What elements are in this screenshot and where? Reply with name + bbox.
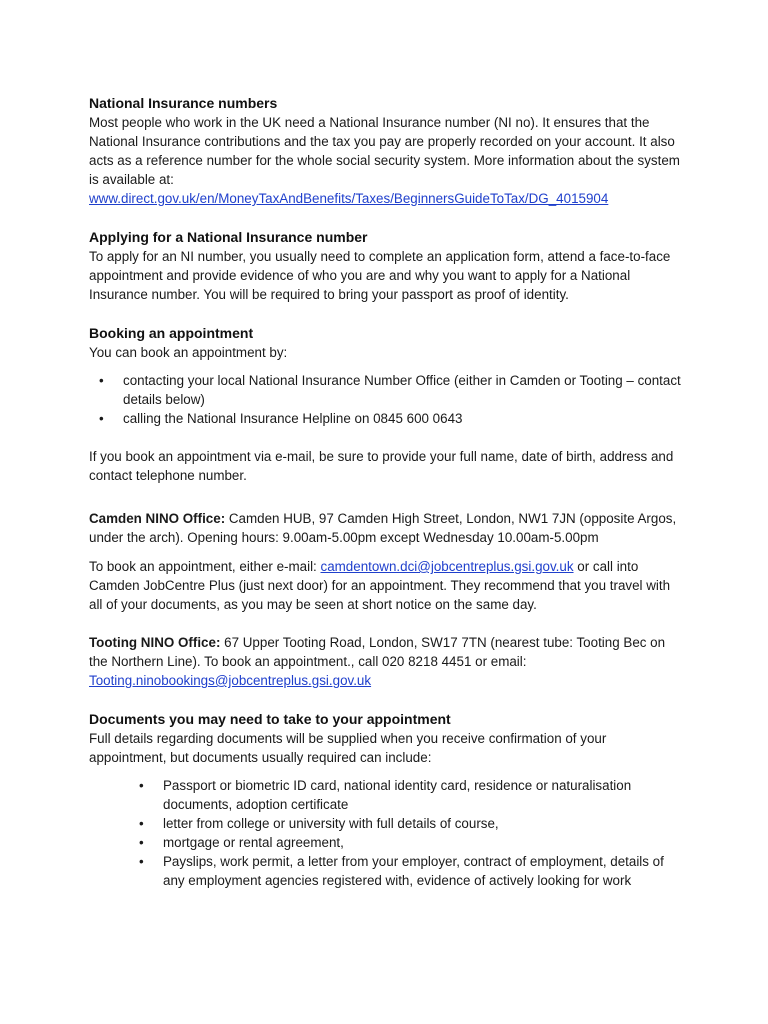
list-item	[89, 852, 681, 890]
bullet-icon: •	[99, 373, 104, 388]
heading-booking: Booking an appointment	[89, 325, 254, 341]
directgov-link[interactable]: www.direct.gov.uk/en/MoneyTaxAndBenefits/Taxes/BeginnersGuideToTax/DG_4015904	[89, 191, 609, 206]
bullet-icon: •	[99, 411, 104, 426]
list-item-text: calling the National Insurance Helpline on 0845 600 0643	[123, 411, 463, 426]
documents-list	[89, 776, 681, 890]
bullet-icon: •	[139, 816, 144, 831]
list-item	[89, 833, 681, 852]
heading-national-insurance-numbers: National Insurance numbers	[89, 95, 278, 111]
list-item	[89, 371, 681, 409]
list-item-text: Payslips, work permit, a letter from your employer, contract of employment, details of any employment agencies registered with, evidence of actively looking for work	[163, 854, 664, 888]
list-item	[89, 409, 681, 428]
camden-office-details: Camden HUB, 97 Camden High Street, London, NW1 7JN (opposite Argos, under the arch). Opening hours: 9.00am-5.00pm except Wednesday 10.00am-5.00pm	[89, 511, 677, 545]
bullet-icon: •	[139, 778, 144, 793]
camden-booking-suffix: or call into Camden JobCentre Plus (just next door) for an appointment. They recommend that you travel with all of your documents, as you may be seen at short notice on the same day.	[89, 559, 671, 612]
bullet-icon: •	[139, 835, 144, 850]
camden-email-link[interactable]: camdentown.dci@jobcentreplus.gsi.gov.uk	[320, 559, 574, 574]
list-item-text: mortgage or rental agreement,	[163, 835, 344, 850]
booking-intro: You can book an appointment by:	[89, 345, 288, 360]
heading-documents: Documents you may need to take to your appointment	[89, 711, 451, 727]
tooting-office-paragraph	[89, 633, 681, 690]
list-item	[89, 776, 681, 814]
tooting-office-label: Tooting NINO Office:	[89, 635, 221, 650]
heading-applying: Applying for a National Insurance number	[89, 229, 368, 245]
ni-intro-paragraph: Most people who work in the UK need a National Insurance number (NI no). It ensures that the National Insurance contributions and the tax you pay are properly recorded on your account. It also acts as a reference number for the whole social security system. More information about the system is available at:	[89, 115, 680, 187]
list-item-text: Passport or biometric ID card, national identity card, residence or naturalisation documents, adoption certificate	[163, 778, 632, 812]
camden-booking-paragraph	[89, 557, 681, 614]
bullet-icon: •	[139, 854, 144, 869]
document-page	[89, 93, 681, 890]
camden-office-label: Camden NINO Office:	[89, 511, 226, 526]
tooting-email-link[interactable]: Tooting.ninobookings@jobcentreplus.gsi.gov.uk	[89, 673, 372, 688]
ni-info-link-line	[89, 189, 681, 208]
documents-intro: Full details regarding documents will be supplied when you receive confirmation of your appointment, but documents usually required can include:	[89, 731, 607, 765]
tooting-office-details: 67 Upper Tooting Road, London, SW17 7TN (nearest tube: Tooting Bec on the Northern Line). To book an appointment., call 020 8218 4451 or email:	[89, 635, 666, 669]
camden-office-paragraph	[89, 509, 681, 547]
list-item-text: letter from college or university with full details of course,	[163, 816, 499, 831]
camden-booking-prefix: To book an appointment, either e-mail:	[89, 559, 321, 574]
email-booking-note: If you book an appointment via e-mail, be sure to provide your full name, date of birth, address and contact telephone number.	[89, 449, 674, 483]
list-item-text: contacting your local National Insurance Number Office (either in Camden or Tooting – contact details below)	[123, 373, 681, 407]
list-item	[89, 814, 681, 833]
applying-paragraph: To apply for an NI number, you usually need to complete an application form, attend a face-to-face appointment and provide evidence of who you are and why you want to apply for a National Insurance number. You will be required to bring your passport as proof of identity.	[89, 249, 671, 302]
booking-methods-list	[89, 371, 681, 428]
